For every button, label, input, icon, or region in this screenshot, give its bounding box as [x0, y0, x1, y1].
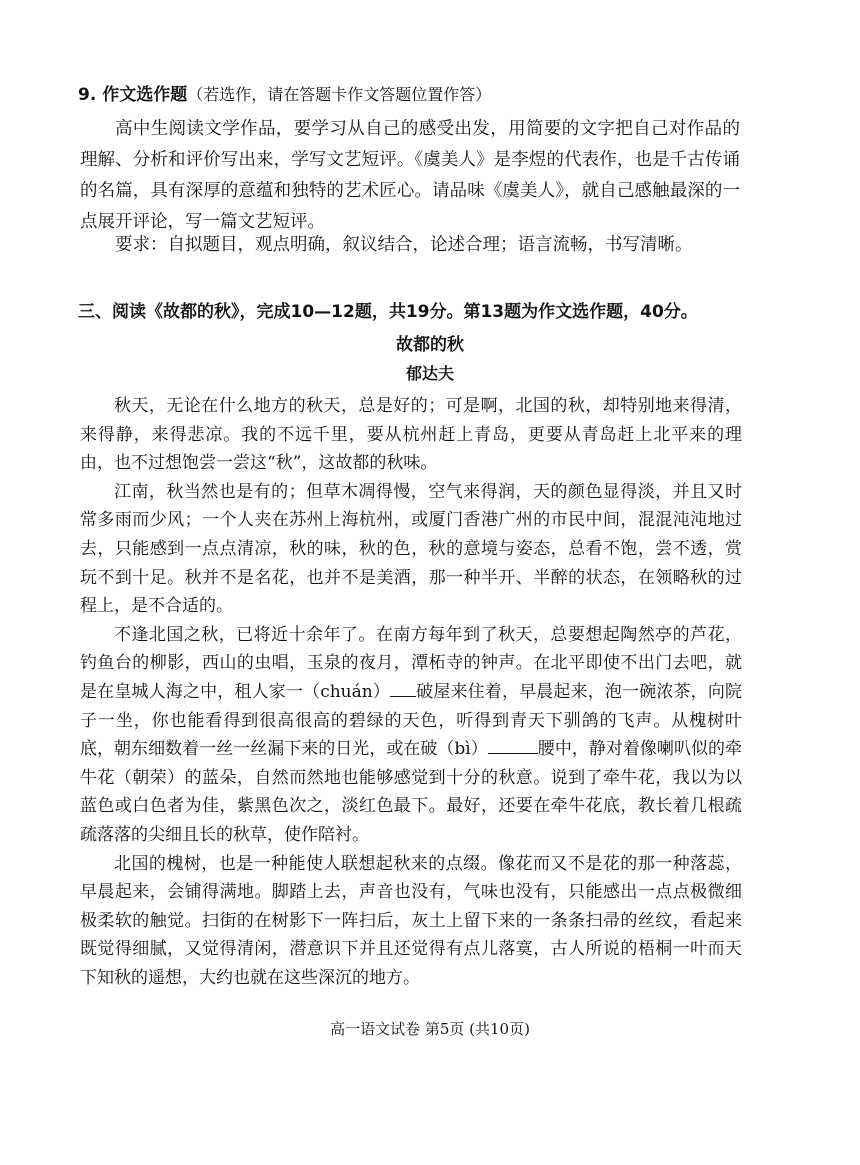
section-3-heading: 三、阅读《故都的秋》，完成10—12题，共19分。第13题为作文选作题，40分。 — [78, 302, 698, 322]
question-9-title — [78, 80, 491, 105]
question-9-requirement: 要求：自拟题目，观点明确，叙议结合，论述合理；语言流畅，书写清晰。 — [115, 235, 693, 255]
question-9-number: 9. 作文选作题 — [78, 85, 188, 105]
essay-title: 故都的秋 — [396, 335, 464, 355]
question-9-prompt: 高中生阅读文学作品，要学习从自己的感受出发，用简要的文字把自己对作品的理解、分析和评价写出来，学写文艺短评。《虞美人》是李煜的代表作，也是千古传诵的名篇，具有深厚的意蕴和独特的艺术匠心。请品味《虞美人》，就自己感触最深的一点展开评论，写一篇文艺短评。 — [80, 119, 740, 232]
essay-paragraph-3-part-1: 不逢北国之秋，已将近十余年了。在南方每年到了秋天，总要想起陶然亭的芦花，钓鱼台的柳影，西山的虫唱，玉泉的夜月，潭柘寺的钟声。在北平即使不出门去吧，就是在皇城人海之中，租人家一（chuán） — [80, 624, 742, 702]
question-9-note: （若选作，请在答题卡作文答题位置作答） — [187, 85, 492, 104]
essay-paragraph-4: 北国的槐树，也是一种能使人联想起秋来的点缀。像花而又不是花的那一种落蕊，早晨起来，会铺得满地。脚踏上去，声音也没有，气味也没有，只能感出一点点极微细极柔软的触觉。扫街的在树影下一阵扫后，灰土上留下来的一条条扫帚的丝纹，看起来既觉得细腻，又觉得清闲，潜意识下并且还觉得有点儿落寞，古人所说的梧桐一叶而天下知秋的遥想，大约也就在这些深沉的地方。 — [80, 853, 742, 988]
essay-paragraph-3-part-2: 破屋来住着，早晨起来，泡一碗浓茶，向院子一坐，你也能看得到很高很高的碧绿的天色，听得到青天下驯鸽的飞声。从槐树叶底，朝东细数着一丝一丝漏下来的日光，或在破（bì） — [80, 681, 742, 760]
fill-blank-chuan — [390, 680, 416, 697]
essay-paragraph-3 — [80, 621, 742, 850]
essay-paragraph-1: 秋天，无论在什么地方的秋天，总是好的；可是啊，北国的秋，却特别地来得清，来得静，来得悲凉。我的不远千里，要从杭州赶上青岛，更要从青岛赶上北平来的理由，也不过想饱尝一尝这“秋”，这故都的秋味。 — [80, 396, 742, 474]
page-footer: 高一语文试卷 第5页 (共10页) — [330, 1020, 530, 1038]
essay-paragraph-3-part-3: 腰中，静对着像喇叭似的牵牛花（朝荣）的蓝朵，自然而然地也能够感觉到十分的秋意。说到了牵牛花，我以为以蓝色或白色者为佳，紫黑色次之，淡红色最下。最好，还要在牵牛花底，教长着几根疏疏落落的尖细且长的秋草，使作陪衬。 — [80, 739, 743, 845]
essay-author: 郁达夫 — [405, 364, 454, 383]
essay-body — [80, 392, 742, 992]
essay-paragraph-2: 江南，秋当然也是有的；但草木凋得慢，空气来得润，天的颜色显得淡，并且又时常多雨而少风；一个人夹在苏州上海杭州，或厦门香港广州的市民中间，混混沌沌地过去，只能感到一点点清凉，秋的味，秋的色，秋的意境与姿态，总看不饱，尝不透，赏玩不到十足。秋并不是名花，也并不是美酒，那一种半开、半醉的状态，在领略秋的过程上，是不合适的。 — [80, 481, 742, 617]
fill-blank-bi — [488, 737, 538, 754]
